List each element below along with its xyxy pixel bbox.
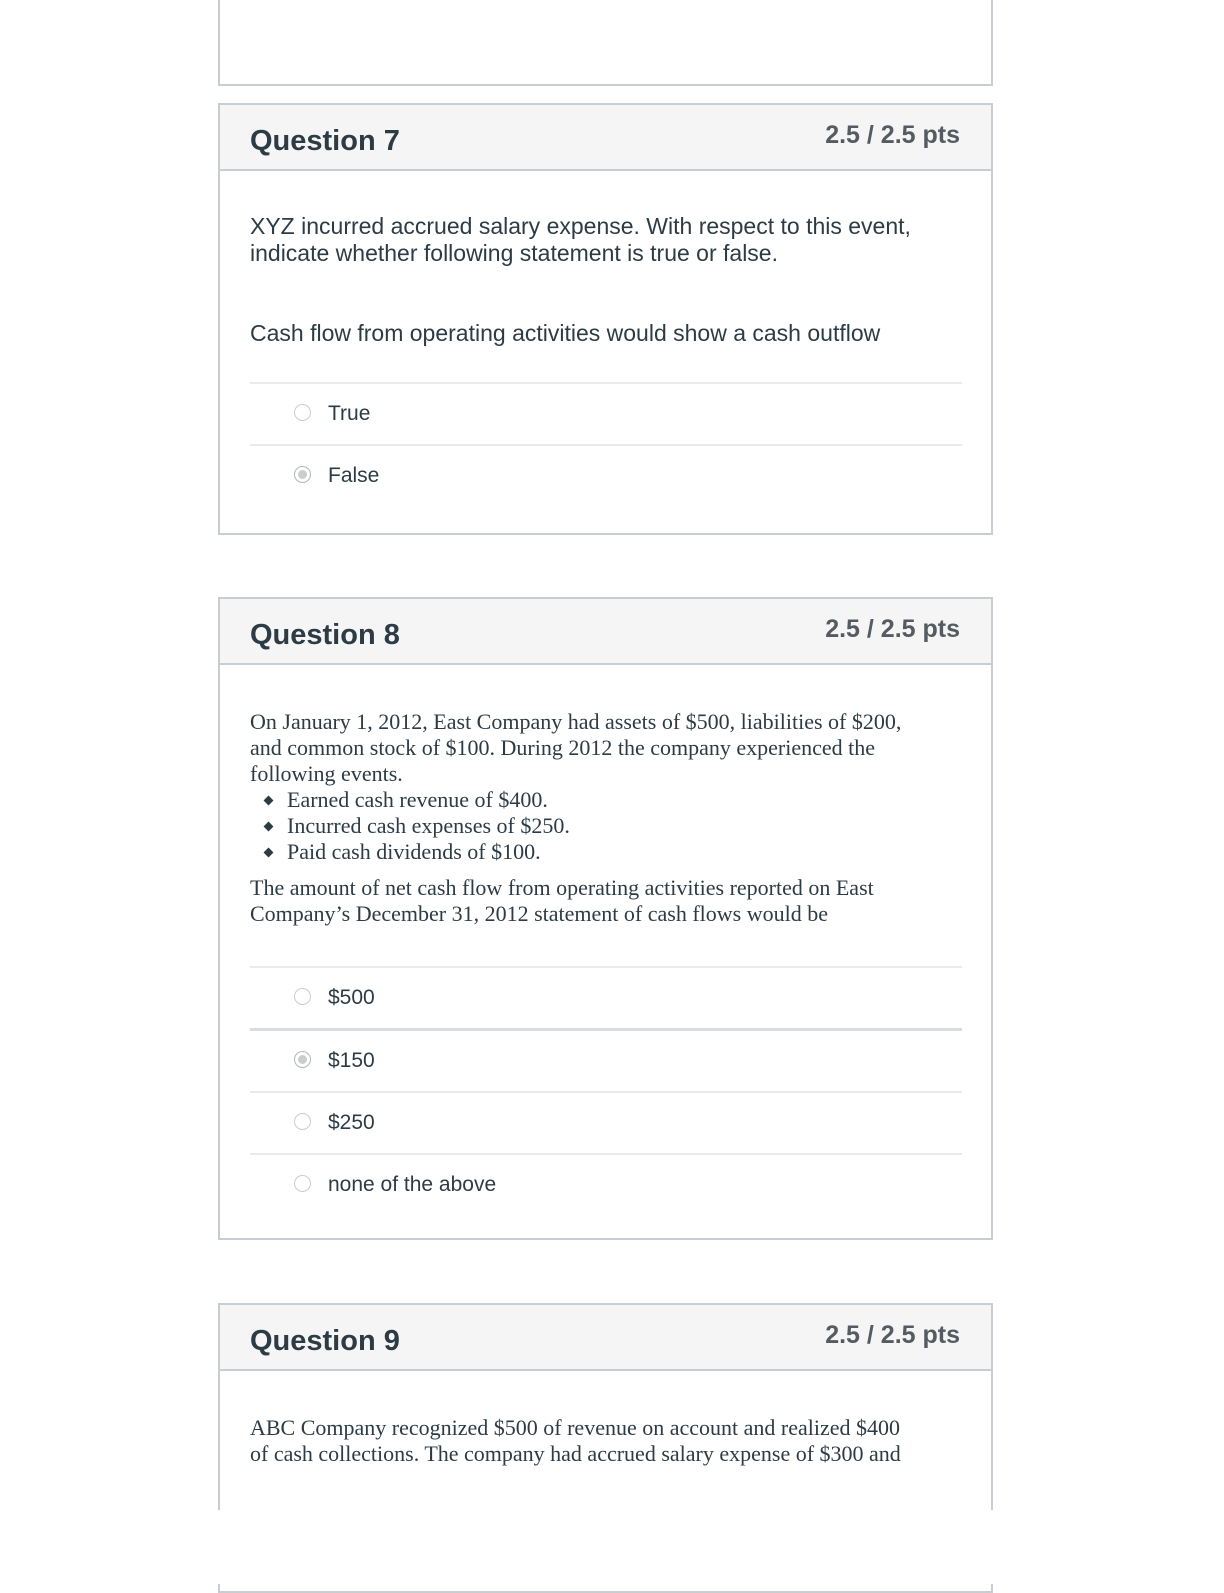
answer-option[interactable]: [250, 1028, 962, 1091]
question-points: 2.5 / 2.5 pts: [825, 121, 960, 149]
radio-button[interactable]: [294, 988, 311, 1005]
answer-label: $500: [328, 986, 375, 1009]
radio-button-selected[interactable]: [294, 466, 311, 483]
prompt-line: indicate whether following statement is true or false.: [250, 240, 778, 266]
question-points: 2.5 / 2.5 pts: [825, 615, 960, 643]
question-title: Question 7: [250, 125, 400, 157]
answer-label: $250: [328, 1111, 375, 1134]
radio-button[interactable]: [294, 1113, 311, 1130]
answer-label: False: [328, 464, 380, 487]
prompt-line: XYZ incurred accrued salary expense. With respect to this event,: [250, 213, 911, 239]
event-item: Earned cash revenue of $400.: [287, 787, 962, 813]
prompt-line: following events.: [250, 761, 403, 786]
question-prompt: [250, 709, 962, 927]
answer-label: none of the above: [328, 1173, 497, 1196]
previous-question-card: [218, 0, 993, 86]
event-list: [250, 787, 962, 865]
page-bottom-margin: [0, 1510, 1224, 1584]
prompt-line: and common stock of $100. During 2012 the company experienced the: [250, 735, 876, 760]
event-item: Paid cash dividends of $100.: [287, 839, 962, 865]
answer-option[interactable]: [250, 1091, 962, 1153]
prompt-line: of cash collections. The company had accrued salary expense of $300 and: [250, 1441, 901, 1466]
answer-option[interactable]: [250, 382, 962, 444]
prompt-line: On January 1, 2012, East Company had assets of $500, liabilities of $200,: [250, 709, 902, 734]
radio-button-selected[interactable]: [294, 1051, 311, 1068]
answer-list: [250, 966, 962, 1215]
answer-option[interactable]: [250, 1153, 962, 1215]
question-header: [220, 1305, 991, 1371]
question-title: Question 9: [250, 1325, 400, 1357]
question-line: The amount of net cash flow from operating activities reported on East: [250, 875, 874, 900]
answer-option[interactable]: [250, 444, 962, 506]
question-points: 2.5 / 2.5 pts: [825, 1321, 960, 1349]
answer-label: True: [328, 402, 371, 425]
radio-button[interactable]: [294, 404, 311, 421]
answer-label: $150: [328, 1049, 375, 1072]
question-7-card: [218, 103, 993, 535]
question-prompt: [250, 1415, 962, 1467]
question-header: [220, 105, 991, 171]
answer-option[interactable]: [250, 966, 962, 1028]
question-line: Company’s December 31, 2012 statement of cash flows would be: [250, 901, 828, 926]
question-prompt: [250, 213, 962, 267]
question-header: [220, 599, 991, 665]
question-8-card: [218, 597, 993, 1240]
prompt-line: ABC Company recognized $500 of revenue on account and realized $400: [250, 1415, 901, 1440]
answer-list: [250, 382, 962, 506]
question-title: Question 8: [250, 619, 400, 651]
radio-button[interactable]: [294, 1175, 311, 1192]
question-statement: Cash flow from operating activities would show a cash outflow: [250, 320, 881, 346]
event-item: Incurred cash expenses of $250.: [287, 813, 962, 839]
